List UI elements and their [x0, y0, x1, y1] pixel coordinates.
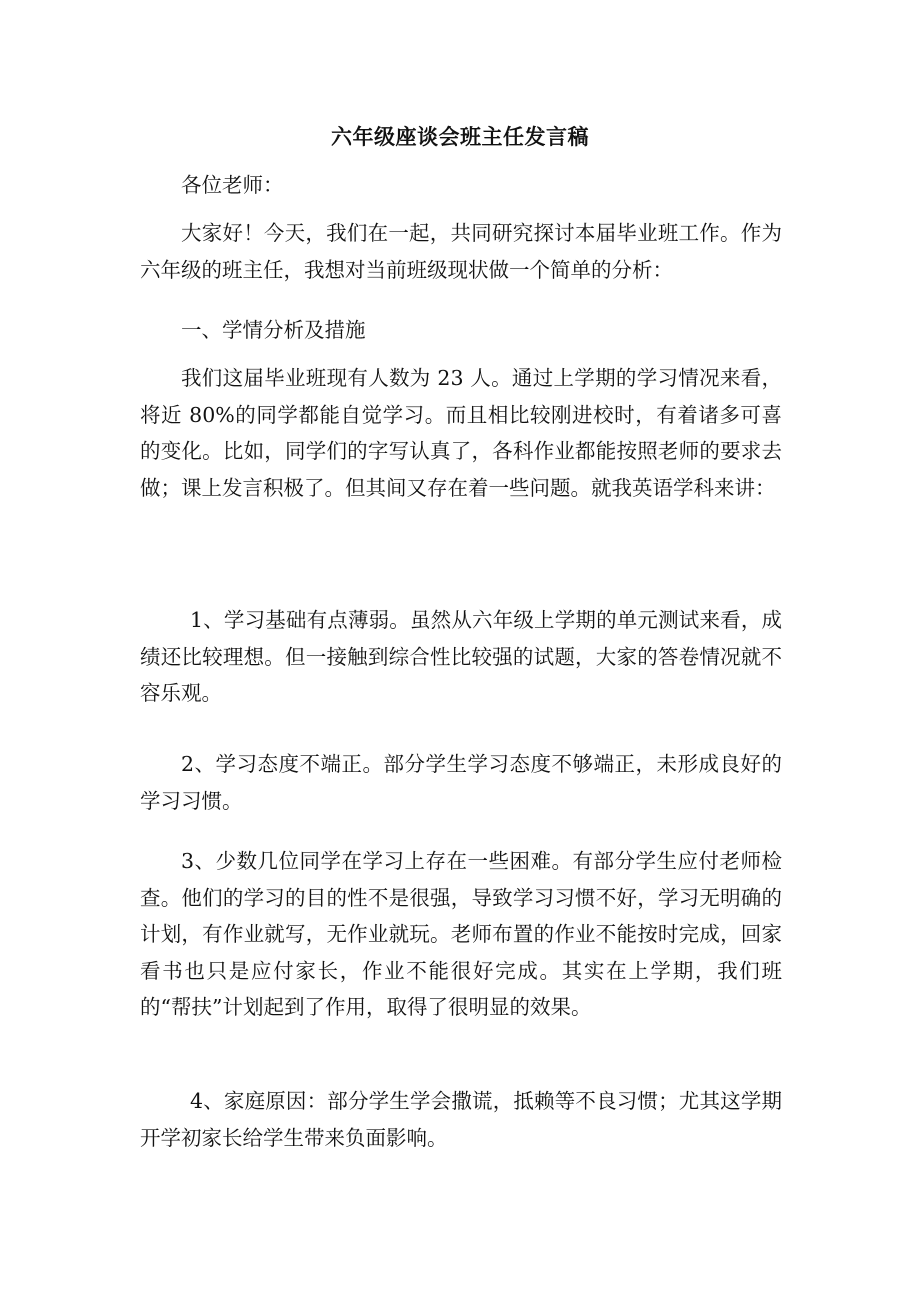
greeting-paragraph: 各位老师：	[181, 173, 284, 197]
point-2-paragraph: 2、学习态度不端正。部分学生学习态度不够端正，未形成良好的学习习惯。	[140, 752, 782, 813]
opening-paragraph: 大家好！今天，我们在一起，共同研究探讨本届毕业班工作。作为六年级的班主任，我想对当前班级现状做一个简单的分析：	[140, 221, 782, 282]
section-heading: 一、学情分析及措施	[181, 318, 366, 342]
analysis-paragraph: 我们这届毕业班现有人数为 23 人。通过上学期的学习情况来看，将近 80%的同学都能自觉学习。而且相比较刚进校时，有着诸多可喜的变化。比如，同学们的字写认真了，各科作业都能按照老师的要求去做；课上发言积极了。但其间又存在着一些问题。就我英语学科来讲：	[140, 366, 782, 500]
document-title: 六年级座谈会班主任发言稿	[331, 124, 589, 149]
point-4-paragraph: 4、家庭原因：部分学生学会撒谎，抵赖等不良习惯；尤其这学期开学初家长给学生带来负面影响。	[140, 1089, 782, 1150]
point-3-paragraph: 3、少数几位同学在学习上存在一些困难。有部分学生应付老师检查。他们的学习的目的性不是很强，导致学习习惯不好，学习无明确的计划，有作业就写，无作业就玩。老师布置的作业不能按时完成，回家看书也只是应付家长，作业不能很好完成。其实在上学期，我们班的“帮扶”计划起到了作用，取得了很明显的效果。	[140, 849, 782, 1019]
point-1-paragraph: 1、学习基础有点薄弱。虽然从六年级上学期的单元测试来看，成绩还比较理想。但一接触到综合性比较强的试题，大家的答卷情况就不容乐观。	[140, 608, 782, 705]
